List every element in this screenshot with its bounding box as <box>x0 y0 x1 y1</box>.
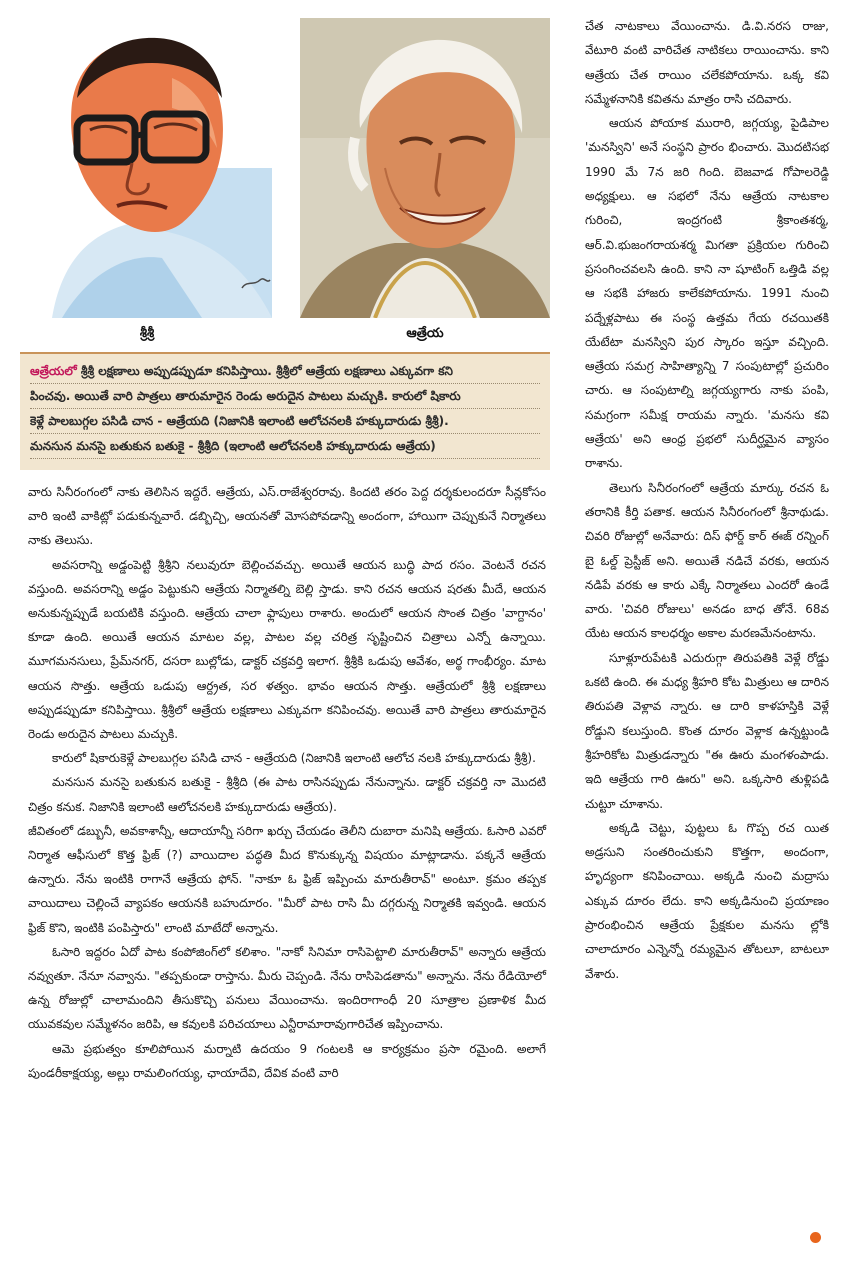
sri-sri-portrait <box>22 18 272 318</box>
right-paragraph: అక్కడి చెట్టు, పుట్టలు ఓ గొప్ప రచ యిత అడ్రసుని సంతరించుకుని కొత్తగా, అందంగా, హృద్యంగా కనిపించాయి. అక్కడి నుంచి మద్రాసు ఎక్కువ దూరం లేదు. కాని అక్కడినుంచి ప్రయాణం ప్రారంభించిన ఆత్రేయ ప్రేక్షకుల మనసు ల్లోకి చాలాదూరం ఎన్నెన్నో రమ్యమైన తోటలూ, బాటలూ వేశారు. <box>585 820 829 981</box>
highlight-box <box>20 352 550 470</box>
sri-sri-caricature-image <box>22 18 272 318</box>
right-paragraph: తెలుగు సినీరంగంలో ఆత్రేయ మార్కు రచన ఓ తరానికి కీర్తి పతాక. ఆయన సినీరంగంలో శ్రీనాథుడు. చివరి రోజుల్లో అనేవారు: దిస్ ఫోర్డ్ కార్ ఈజ్ రన్నింగ్ బై ఓల్డ్ ప్రెస్టీజ్ అని. అయితే నడిచే వరకు, ఆయన నడిపే వరకు ఆ కారు ఎక్కే నిర్మాతలు ఎందరో ఉండే వారు. 'చివరి రోజులు' అనడం బాధ తోనే. 68వ యేట ఆయన కాలధర్మం అకాల మరణమేనంటాను. <box>585 480 829 641</box>
highlight-lead: ఆత్రేయలో <box>30 364 77 378</box>
atreya-painting-image <box>300 18 550 318</box>
caption-sri-sri: శ్రీశ్రీ <box>139 326 155 341</box>
right-paragraph: చేత నాటకాలు వేయించాను. డి.వి.నరస రాజు, వేటూరి వంటి వారిచేత నాటికలు రాయించాను. కాని ఆత్రేయ చేత రాయిం చలేకపోయాను. ఒక్క కవి సమ్మేళనానికి కవితను మాత్రం రాసి చదివారు. <box>585 19 829 106</box>
highlight-line-2: పించవు. అయితే వారి పాత్రలు తారుమారైన రెండు అరుదైన పాటలు మచ్చుకి. కారులో షికారు <box>30 384 540 409</box>
atreya-portrait <box>300 18 550 318</box>
right-paragraph: సూళ్లూరుపేటకి ఎదురుగ్గా తిరుపతికి వెళ్లే రోడ్డు ఒకటి ఉంది. ఈ మధ్య శ్రీహరి కోట మిత్రులు ఆ దారిన తిరుపతి వెళ్లావ న్నారు. ఆ దారి కాళహస్తికి వెళ్లే రోడ్డుని కలుస్తుంది. కొంత దూరం వెళ్లాక ఉన్నట్టుండి శ్రీహరికోట మిత్రుడన్నారు "ఈ ఊరు మంగళంపాడు. ఇది ఆత్రేయ గారి ఊరు" అని. ఒక్కసారి తుళ్లిపడి చుట్టూ చూశాను. <box>585 650 829 811</box>
right-column <box>585 14 829 986</box>
left-paragraph: జీవితంలో డబ్బునీ, అవకాశాన్నీ, ఆదాయాన్నీ సరిగా ఖర్చు చేయడం తెలీని దుబారా మనిషి ఆత్రేయ. ఓసారి ఎవరో నిర్మాత ఆఫీసులో కొత్త ఫ్రిజ్ (?) వాయిదాల పద్ధతి మీద కొనుక్కున్న విషయం మాట్లాడాను. పక్కనే ఆత్రేయ ఉన్నారు. నేను ఇంటికి రాగానే ఆత్రేయ ఫోన్. "నాకూ ఓ ఫ్రిజ్ ఇప్పించు మారుతీరావ్" అంటూ. క్రమం తప్పక వాయిదాలు చెల్లించే వ్యాపకం ఆయనకి బహుదూరం. "మీరో పాట రాసి మీ దగ్గరున్న నిర్మాతకి ఇవ్వండి. ఆయన ఫ్రిజ్ కొని, ఇంటికి పంపిస్తారు" లాంటి మాటేదో అన్నాను. <box>28 823 546 935</box>
highlight-text <box>30 359 540 459</box>
left-paragraph: ఆమె ప్రభుత్వం కూలిపోయిన మర్నాటి ఉదయం 9 గంటలకి ఆ కార్యక్రమం ప్రసా రమైంది. అలాగే పుండరీకాక్షయ్య, అల్లు రామలింగయ్య, ఛాయాదేవి, దేవిక వంటి వారి <box>28 1041 546 1080</box>
highlight-line-4: మనసున మనసై బతుకున బతుకై - శ్రీశ్రీది (ఇలాంటి ఆలోచనలకి హక్కుదారుడు ఆత్రేయ) <box>30 434 540 459</box>
highlight-line-1-rest: శ్రీశ్రీ లక్షణాలు అప్పుడప్పుడూ కనిపిస్తాయి. శ్రీశ్రీలో ఆత్రేయ లక్షణాలు ఎక్కువగా కని <box>76 364 453 378</box>
highlight-line-3: కెళ్లే పాలబుగ్గల పసిడి చాన - ఆత్రేయది (నిజానికి ఇలాంటి ఆలోచనలకి హక్కుదారుడు శ్రీశ్రీ). <box>30 409 540 434</box>
end-bullet-icon <box>810 1232 821 1243</box>
left-paragraph: మనసున మనసై బతుకున బతుకై - శ్రీశ్రీది (ఈ పాట రాసినప్పుడు నేనున్నాను. డాక్టర్ చక్రవర్తి నా మొదటి చిత్రం కనుక. నిజానికి ఇలాంటి ఆలోచనలకి హక్కుదారుడు ఆత్రేయ). <box>28 775 546 814</box>
left-paragraph: అవసరాన్ని అడ్డంపెట్టి శ్రీశ్రీని నలువురూ బెల్లించవచ్చు. అయితే ఆయన బుద్ధి పాద రసం. వెంటనే రచన వస్తుంది. అవసరాన్ని అడ్డం పెట్టుకుని ఆత్రేయ నిర్మాతల్ని బెల్లి స్తాడు. కాని రచన ఆయన షరతు మీదే, ఆయన అనుకున్నప్పుడే బయటికి వస్తుంది. ఆత్రేయ చాలా ఫ్లాపులు రాశారు. అందులో ఆయన సొంత చిత్రం 'వాగ్దానం' కూడా ఉంది. అయితే ఆయన మాటల వల్ల, పాటల వల్ల చరిత్ర సృష్టించిన చిత్రాలు ఎన్నో ఉన్నాయి. మూగమనసులు, ప్రేమ్‌నగర్, దసరా బుల్లోడు, డాక్టర్ చక్రవర్తి ఇలాగ. శ్రీశ్రీకి ఒడుపు ఆవేశం, అర్థ గాంభీర్యం. మాట ఆయన సొత్తు. ఆత్రేయ ఒడుపు ఆర్ద్రత, సర ళత్వం. భావం ఆయన సొత్తు. ఆత్రేయలో శ్రీశ్రీ లక్షణాలు అప్పుడప్పుడూ కనిపిస్తాయి. శ్రీశ్రీలో ఆత్రేయ లక్షణాలు ఎక్కువగా కనిపించవు. అయితే వారి పాత్రలు తారుమారైన రెండు అరుదైన పాటలు మచ్చుకి. <box>28 557 546 742</box>
highlight-line-1 <box>30 359 540 384</box>
caption-atreya: ఆత్రేయ <box>406 326 444 341</box>
left-paragraph: వారు సినీరంగంలో నాకు తెలిసిన ఇద్దరే. ఆత్రేయ, ఎస్.రాజేశ్వరరావు. కిందటి తరం పెద్ద దర్శకులందరూ సీన్లకోసం వారి ఇంటి వాకిట్లో పడుకున్నవారే. డబ్బిచ్చి, ఆయనతో మోసపోవడాన్ని అందంగా, హాయిగా చెప్పుకునే నిర్మాతలు నాకు తెలుసు. <box>28 485 546 548</box>
left-paragraph: ఓసారి ఇద్దరం ఏదో పాట కంపోజింగ్‌లో కలిశాం. "నాకో సినిమా రాసిపెట్టాలి మారుతీరావ్" అన్నారు ఆత్రేయ నవ్వుతూ. నేనూ నవ్వాను. "తప్పకుండా రాస్తాను. మీరు చెప్పండి. నేను రాసిపెడతాను" అన్నాను. నేను రేడియోలో ఉన్న రోజుల్లో చాలామందిని తీసుకొచ్చి పనులు వేయించాను. ఇందిరాగాంధీ 20 సూత్రాల ప్రణాళిక మీద యువకవుల సమ్మేళనం జరిపి, ఆ కవులకి పరిచయాలు ఎన్టీరామారావుగారిచేత ఇప్పించాను. <box>28 944 546 1032</box>
left-column <box>28 480 546 1085</box>
right-paragraph: ఆయన పోయాక మురారి, జగ్గయ్య, పైడిపాల 'మనస్విని' అనే సంస్థని ప్రారం భించారు. మొదటిసభ 1990 మే 7న జరి గింది. బెజవాడ గోపాలరెడ్డి అధ్యక్షులు. ఆ సభలో నేను ఆత్రేయ నాటకాల గురించి, ఇంద్రగంటి శ్రీకాంతశర్మ, ఆర్.వి.భుజంగరాయశర్మ మిగతా ప్రక్రియల గురించి ప్రసంగించవలసి ఉంది. కాని నా షూటింగ్ ఒత్తిడి వల్ల ఆ సభకి హాజరు కాలేకపోయాను. 1991 నుంచి పద్నేళ్లపాటు ఈ సంస్థ ఉత్తమ గేయ రచయితకి యేటేటా మనస్విని పుర స్కారం ఇస్తూ వచ్చింది. ఆత్రేయ సమగ్ర సాహిత్యాన్ని 7 సంపుటాల్లో ప్రచురిం చారు. ఆ సంపుటాల్ని జగ్గయ్యగారు నాకు పంపి, సమగ్రంగా సమీక్ష రాయమ న్నారు. 'మనసు కవి ఆత్రేయ' అని ఆంధ్ర ప్రభలో సుదీర్ఘమైన వ్యాసం రాశాను. <box>585 116 829 471</box>
left-paragraph: కారులో షికారుకెళ్లే పాలబుగ్గల పసిడి చాన - ఆత్రేయది (నిజానికి ఇలాంటి ఆలోచ నలకి హక్కుదారుడు శ్రీశ్రీ). <box>52 751 536 766</box>
